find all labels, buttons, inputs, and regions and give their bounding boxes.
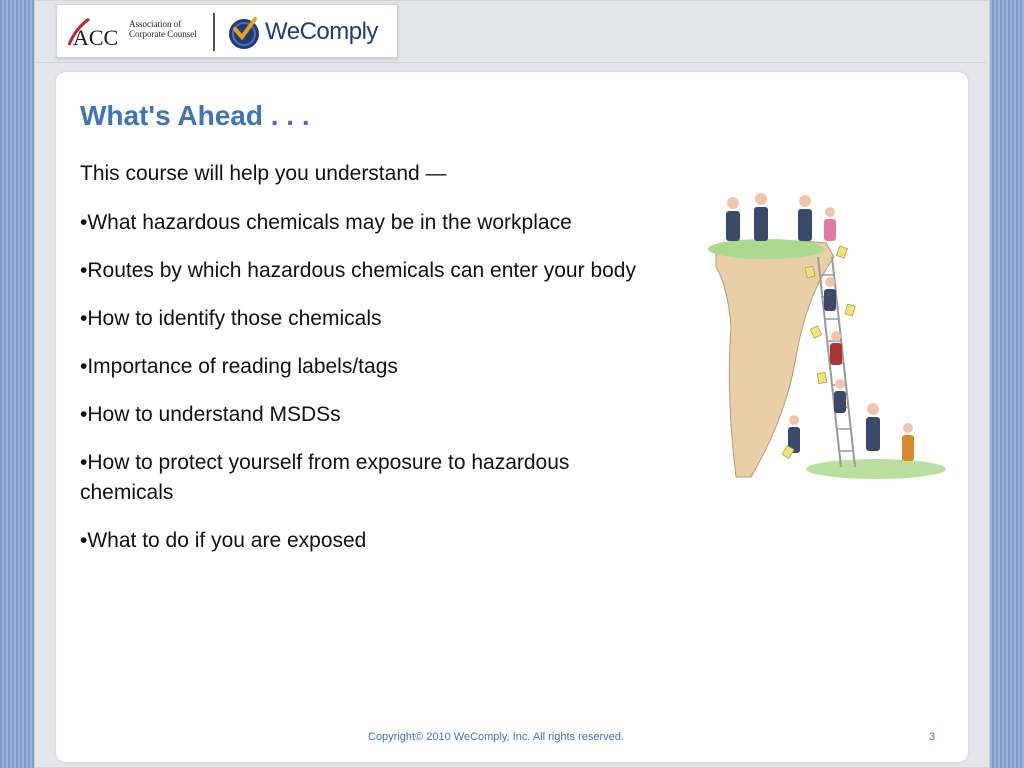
acc-name [129,19,197,39]
bullet-item: •How to identify those chemicals [80,307,382,330]
header-divider [36,62,986,63]
logo-header [56,4,398,58]
acc-name-line1: Association of [129,19,182,29]
bullet-item: •What to do if you are exposed [80,529,367,552]
wecomply-wordmark: WeComply [265,18,378,45]
bullet-item: •Routes by which hazardous chemicals can enter your body [80,259,636,282]
bullet-item: •How to protect yourself from exposure to hazardous chemicals [80,451,570,504]
wecomply-globe-icon [225,13,263,51]
logo-divider [213,13,215,51]
acc-abbrev: ACC [73,25,119,49]
copyright-footer: Copyright© 2010 WeComply, Inc. All rights reserved. [368,731,624,743]
slide-content [56,72,968,762]
acc-name-line2: Corporate Counsel [129,29,197,39]
page-number: 3 [929,731,936,743]
bullet-item: •What hazardous chemicals may be in the workplace [80,211,572,234]
bullet-item: •Importance of reading labels/tags [80,355,398,378]
ladder-cliff-illustration [706,177,946,487]
slide-intro: This course will help you understand — [80,162,447,185]
slide-title: What's Ahead . . . [80,100,310,131]
bullet-item: •How to understand MSDSs [80,403,341,426]
acc-logo-icon [67,15,137,49]
bullet-list [80,208,660,574]
